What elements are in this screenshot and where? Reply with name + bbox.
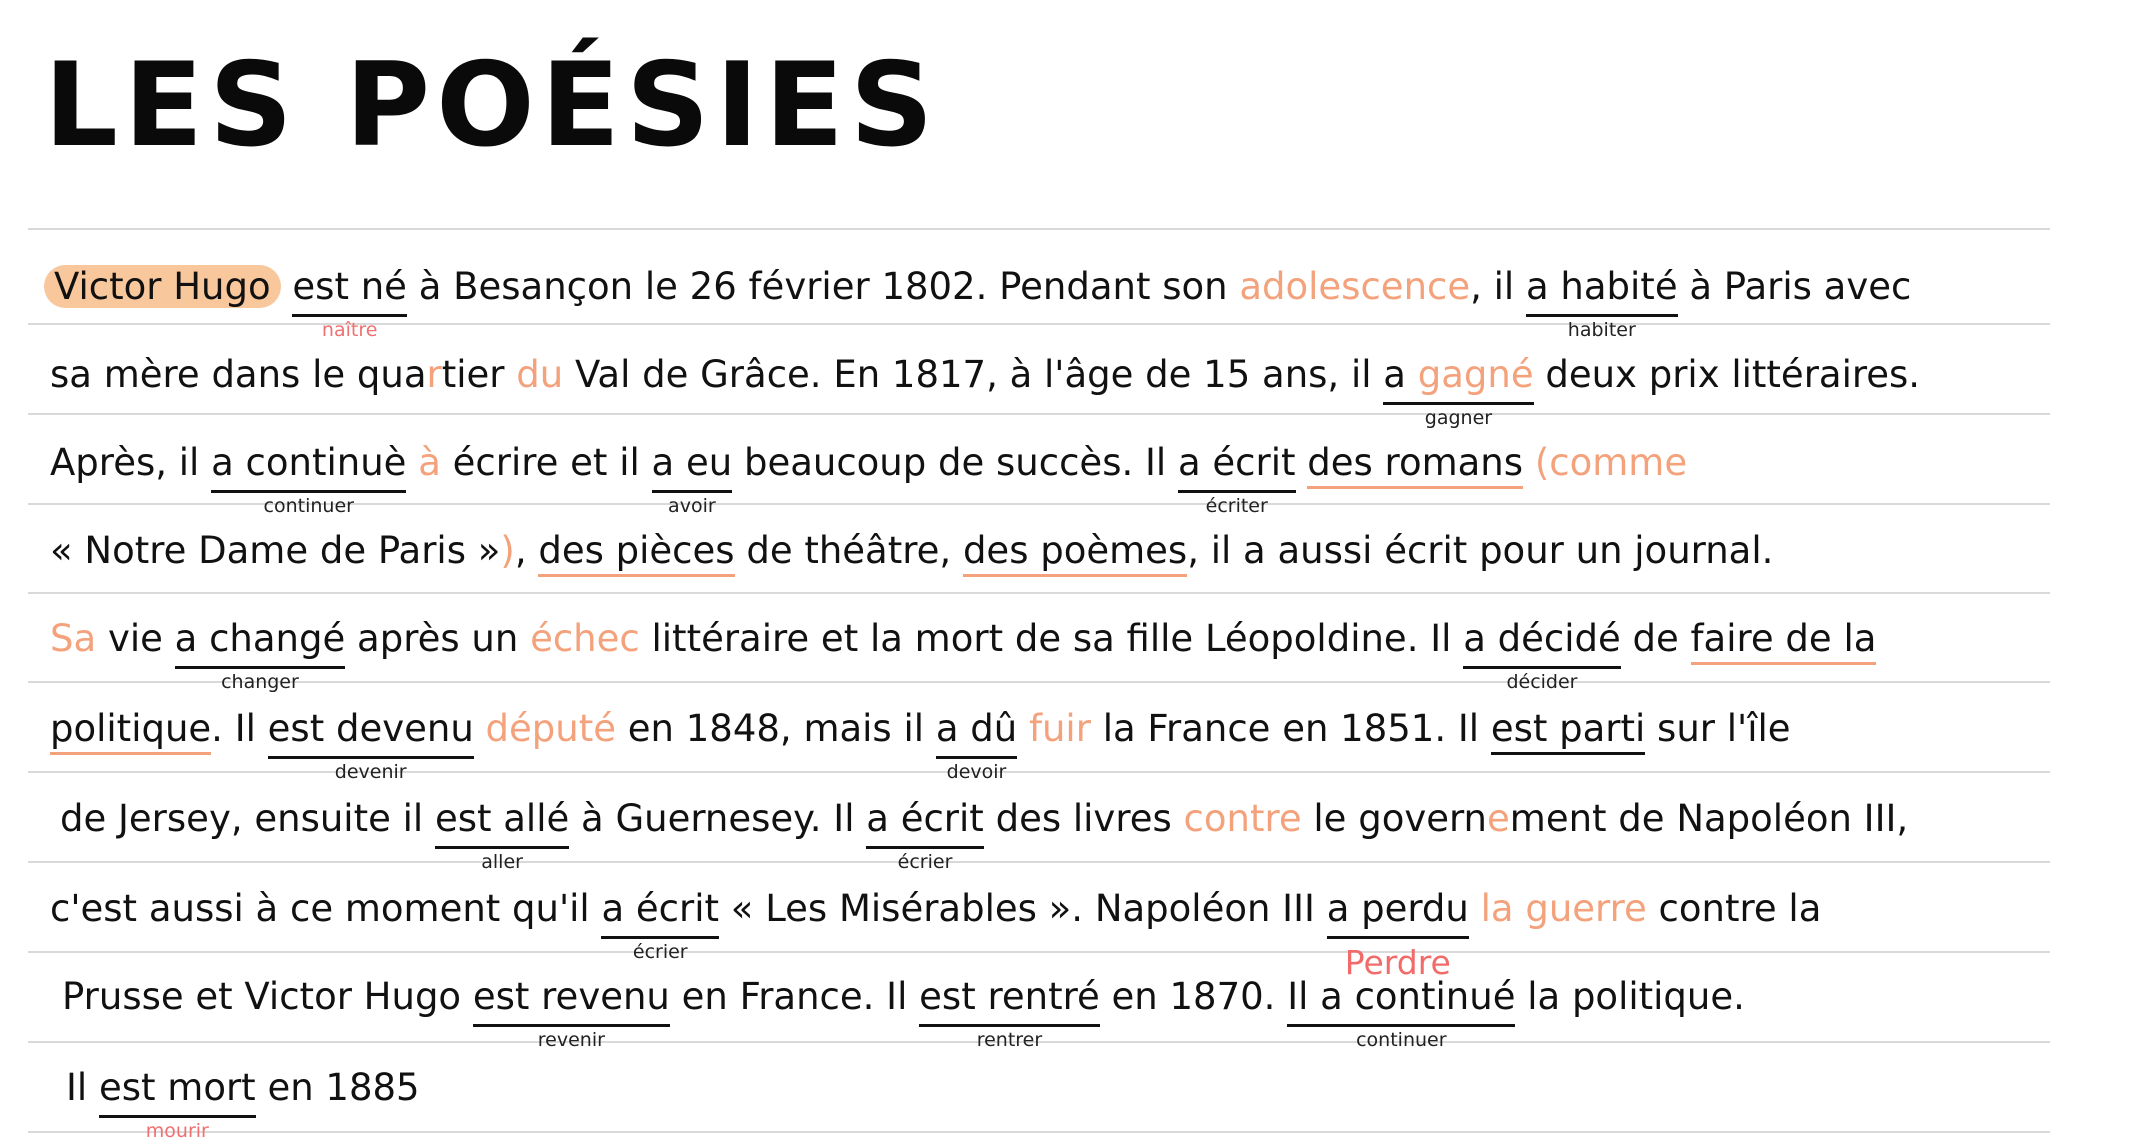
verb-phrase: est devenu devenir: [268, 704, 474, 759]
noun-phrase: politique: [50, 707, 211, 755]
infinitive-note: revenir: [537, 1029, 605, 1051]
text-segment: contre la: [1658, 887, 1822, 930]
text-segment: des livres: [995, 797, 1172, 840]
orange-word: député: [485, 707, 617, 750]
text-segment: de: [1632, 617, 1679, 660]
text-segment: littéraire et la mort de sa fille Léopoldine. Il: [651, 617, 1452, 660]
text-segment: en 1848, mais il: [627, 707, 925, 750]
verb-phrase: est parti: [1491, 707, 1645, 755]
ruled-line: [28, 681, 2050, 683]
highlighted-name: Victor Hugo: [44, 265, 281, 308]
infinitive-note: naître: [321, 319, 378, 341]
text-line-8: [50, 884, 1822, 982]
infinitive-note: écrier: [632, 941, 688, 963]
text-segment: , il: [1470, 265, 1515, 308]
text-line-7: [60, 794, 1909, 873]
text-segment: Il: [66, 1066, 88, 1109]
text-segment: en France. Il: [681, 975, 908, 1018]
text-segment: après un: [357, 617, 519, 660]
verb-phrase: a décidé décider: [1463, 614, 1621, 669]
verb-phrase: a écrit écrier: [866, 794, 984, 849]
infinitive-note: rentrer: [976, 1029, 1043, 1051]
infinitive-note: continuer: [263, 495, 354, 517]
infinitive-note: mourir: [145, 1120, 209, 1142]
text-segment: beaucoup de succès. Il: [743, 441, 1167, 484]
text-segment: en 1870.: [1111, 975, 1276, 1018]
text-segment: le govern: [1313, 797, 1488, 840]
text-segment: ment de Napoléon III,: [1509, 797, 1909, 840]
page-title: LES POÉSIES: [44, 38, 940, 173]
infinitive-note: écriter: [1205, 495, 1268, 517]
text-line-9: [62, 972, 1745, 1051]
text-line-3: [50, 438, 1688, 517]
text-segment: c'est aussi à ce moment qu'il: [50, 887, 590, 930]
text-segment: la politique.: [1527, 975, 1745, 1018]
text-segment: deux prix littéraires.: [1545, 353, 1921, 396]
noun-phrase: faire de la: [1691, 617, 1877, 665]
verb-phrase: a écrit écrier: [601, 884, 719, 939]
verb-phrase: a changé changer: [175, 614, 346, 669]
text-line-6: [50, 704, 1791, 783]
ruled-line: [28, 861, 2050, 863]
text-segment: à Guernesey. Il: [581, 797, 855, 840]
text-segment: écrire et il: [452, 441, 640, 484]
text-segment: en 1885: [267, 1066, 420, 1109]
noun-phrase: des romans: [1307, 441, 1523, 489]
verb-phrase: a habité habiter: [1526, 262, 1678, 317]
infinitive-note: écrier: [897, 851, 953, 873]
ruled-line: [28, 951, 2050, 953]
orange-word: adolescence: [1239, 265, 1471, 308]
verb-phrase: a eu avoir: [652, 438, 733, 493]
text-line-10: [66, 1063, 420, 1142]
text-segment: de théâtre,: [746, 529, 952, 572]
infinitive-note: Perdre: [1344, 943, 1451, 982]
text-segment: Val de Grâce. En 1817, à l'âge de 15 ans, il: [574, 353, 1372, 396]
text-segment: « Les Misérables ». Napoléon III: [730, 887, 1315, 930]
verb-phrase: est allé aller: [435, 794, 569, 849]
infinitive-note: gagner: [1424, 407, 1493, 429]
text-segment: à Besançon le 26 février 1802. Pendant son: [418, 265, 1228, 308]
text-segment: sur l'île: [1657, 707, 1791, 750]
text-segment: Après, il: [50, 441, 200, 484]
verb-phrase: est revenu revenir: [473, 972, 670, 1027]
verb-phrase: est né naître: [292, 262, 407, 317]
text-segment: tier: [441, 353, 505, 396]
text-segment: Prusse et Victor Hugo: [62, 975, 462, 1018]
ruled-line: [28, 1131, 2050, 1133]
text-segment: sa mère dans le qua: [50, 353, 427, 396]
noun-phrase: des poèmes: [963, 529, 1187, 577]
infinitive-note: devoir: [946, 761, 1007, 783]
orange-word: contre: [1183, 797, 1302, 840]
text-segment: la France en 1851. Il: [1102, 707, 1480, 750]
text-line-2: [50, 350, 1921, 429]
text-segment: . Il: [211, 707, 256, 750]
text-line-4: [50, 526, 1773, 576]
infinitive-note: aller: [481, 851, 523, 873]
infinitive-note: devenir: [334, 761, 407, 783]
ruled-line: [28, 413, 2050, 415]
orange-word: du: [516, 353, 564, 396]
ruled-line: [28, 771, 2050, 773]
verb-phrase: a dû devoir: [936, 704, 1017, 759]
orange-word: à: [418, 441, 441, 484]
verb-phrase: est rentré rentrer: [919, 972, 1100, 1027]
infinitive-note: changer: [221, 671, 299, 693]
verb-phrase: a continuè continuer: [211, 438, 406, 493]
infinitive-note: avoir: [668, 495, 716, 517]
ruled-line: [28, 228, 2050, 230]
infinitive-note: décider: [1506, 671, 1578, 693]
orange-letter: e: [1487, 797, 1510, 840]
orange-mark: ): [500, 529, 515, 572]
verb-phrase: a gagné gagner: [1383, 350, 1533, 405]
orange-word: fuir: [1028, 707, 1091, 750]
text-segment: de Jersey, ensuite il: [60, 797, 424, 840]
verb-phrase: a écrit écriter: [1178, 438, 1296, 493]
orange-word: (comme: [1534, 441, 1688, 484]
verb-phrase: a perdu Perdre: [1327, 884, 1469, 939]
noun-phrase: des pièces: [538, 529, 734, 577]
infinitive-note: continuer: [1356, 1029, 1447, 1051]
orange-word: échec: [530, 617, 640, 660]
text-segment: « Notre Dame de Paris »: [50, 529, 501, 572]
infinitive-note: habiter: [1567, 319, 1636, 341]
text-line-1: [44, 262, 1912, 341]
orange-word: Sa: [50, 617, 97, 660]
text-segment: ,: [514, 529, 527, 572]
verb-phrase: Il a continué continuer: [1287, 972, 1515, 1027]
text-segment: vie: [107, 617, 163, 660]
text-segment: à Paris avec: [1689, 265, 1912, 308]
verb-phrase: est mort mourir: [99, 1063, 256, 1118]
orange-word: la guerre: [1480, 887, 1647, 930]
orange-letter: r: [426, 353, 442, 396]
text-segment: , il a aussi écrit pour un journal.: [1187, 529, 1774, 572]
text-line-5: [50, 614, 1877, 693]
ruled-line: [28, 592, 2050, 594]
